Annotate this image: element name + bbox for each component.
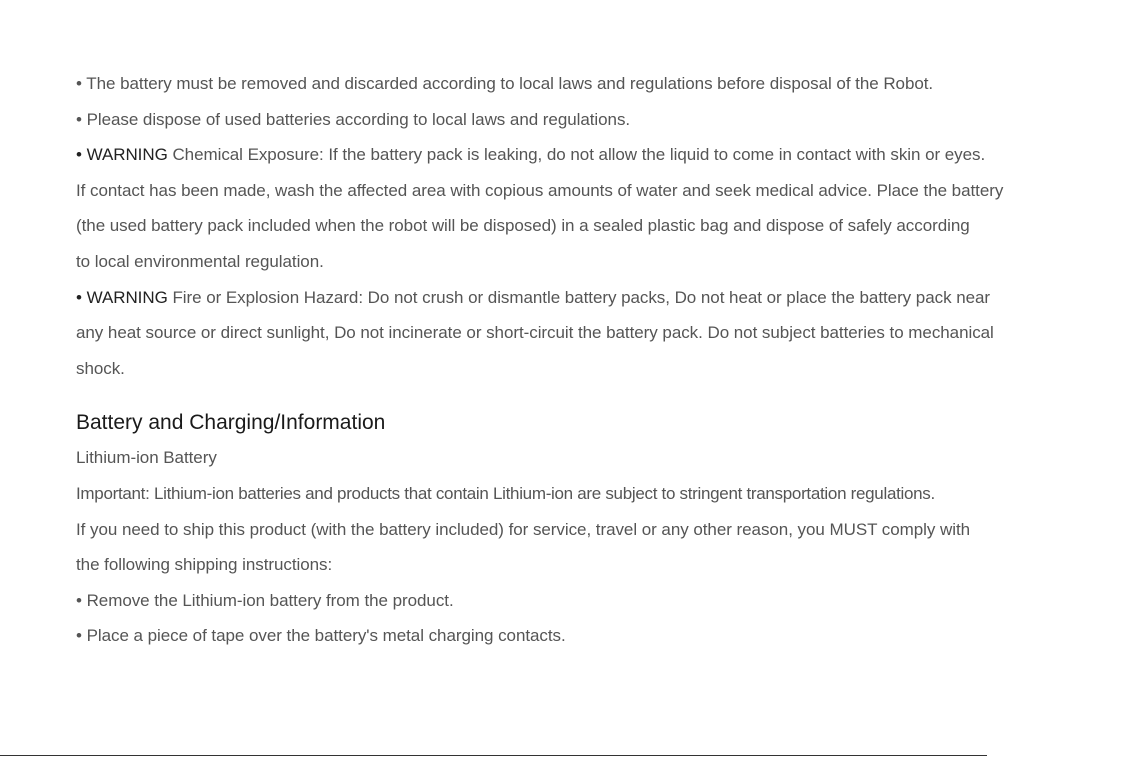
warning-fire-cont-1: any heat source or direct sunlight, Do not incinerate or short-circuit the battery pack. Do not subject batteries to mechanical	[76, 323, 994, 343]
warning-chemical-cont-2: (the used battery pack included when the robot will be disposed) in a sealed plastic bag and dispose of safely according	[76, 216, 970, 236]
warning-fire-cont-2: shock.	[76, 358, 125, 378]
section-subheading: Lithium-ion Battery	[76, 448, 217, 468]
disposal-bullet-robot: • The battery must be removed and discarded according to local laws and regulations before disposal of the Robot.	[76, 74, 934, 93]
warning-chemical-line	[76, 137, 1076, 173]
important-paragraph-3: the following shipping instructions:	[76, 555, 333, 575]
shipping-bullet-tape: • Place a piece of tape over the battery's metal charging contacts.	[76, 626, 566, 646]
important-paragraph-2: If you need to ship this product (with the battery included) for service, travel or any other reason, you MUST comply with	[76, 519, 971, 539]
important-paragraph-1: Important: Lithium-ion batteries and products that contain Lithium-ion are subject to stringent transportation regulations.	[76, 483, 935, 503]
warning-label: • WARNING	[76, 145, 168, 165]
warning-fire-text: Fire or Explosion Hazard: Do not crush or dismantle battery packs, Do not heat or place the battery pack near	[167, 287, 991, 307]
disposal-bullet-batteries: • Please dispose of used batteries according to local laws and regulations.	[76, 109, 631, 129]
section-spacer	[76, 386, 1076, 408]
warning-fire-line	[76, 280, 1076, 316]
warning-chemical-text: Chemical Exposure: If the battery pack is leaking, do not allow the liquid to come in contact with skin or eyes.	[167, 145, 986, 165]
bottom-divider	[0, 755, 987, 756]
document-page	[76, 66, 1076, 654]
warning-chemical-cont-3: to local environmental regulation.	[76, 251, 324, 271]
shipping-bullet-remove: • Remove the Lithium-ion battery from the product.	[76, 590, 454, 610]
warning-chemical-cont-1: If contact has been made, wash the affected area with copious amounts of water and seek medical advice. Place the battery	[76, 180, 1004, 200]
section-heading: Battery and Charging/Information	[76, 411, 386, 435]
warning-label: • WARNING	[76, 287, 168, 307]
